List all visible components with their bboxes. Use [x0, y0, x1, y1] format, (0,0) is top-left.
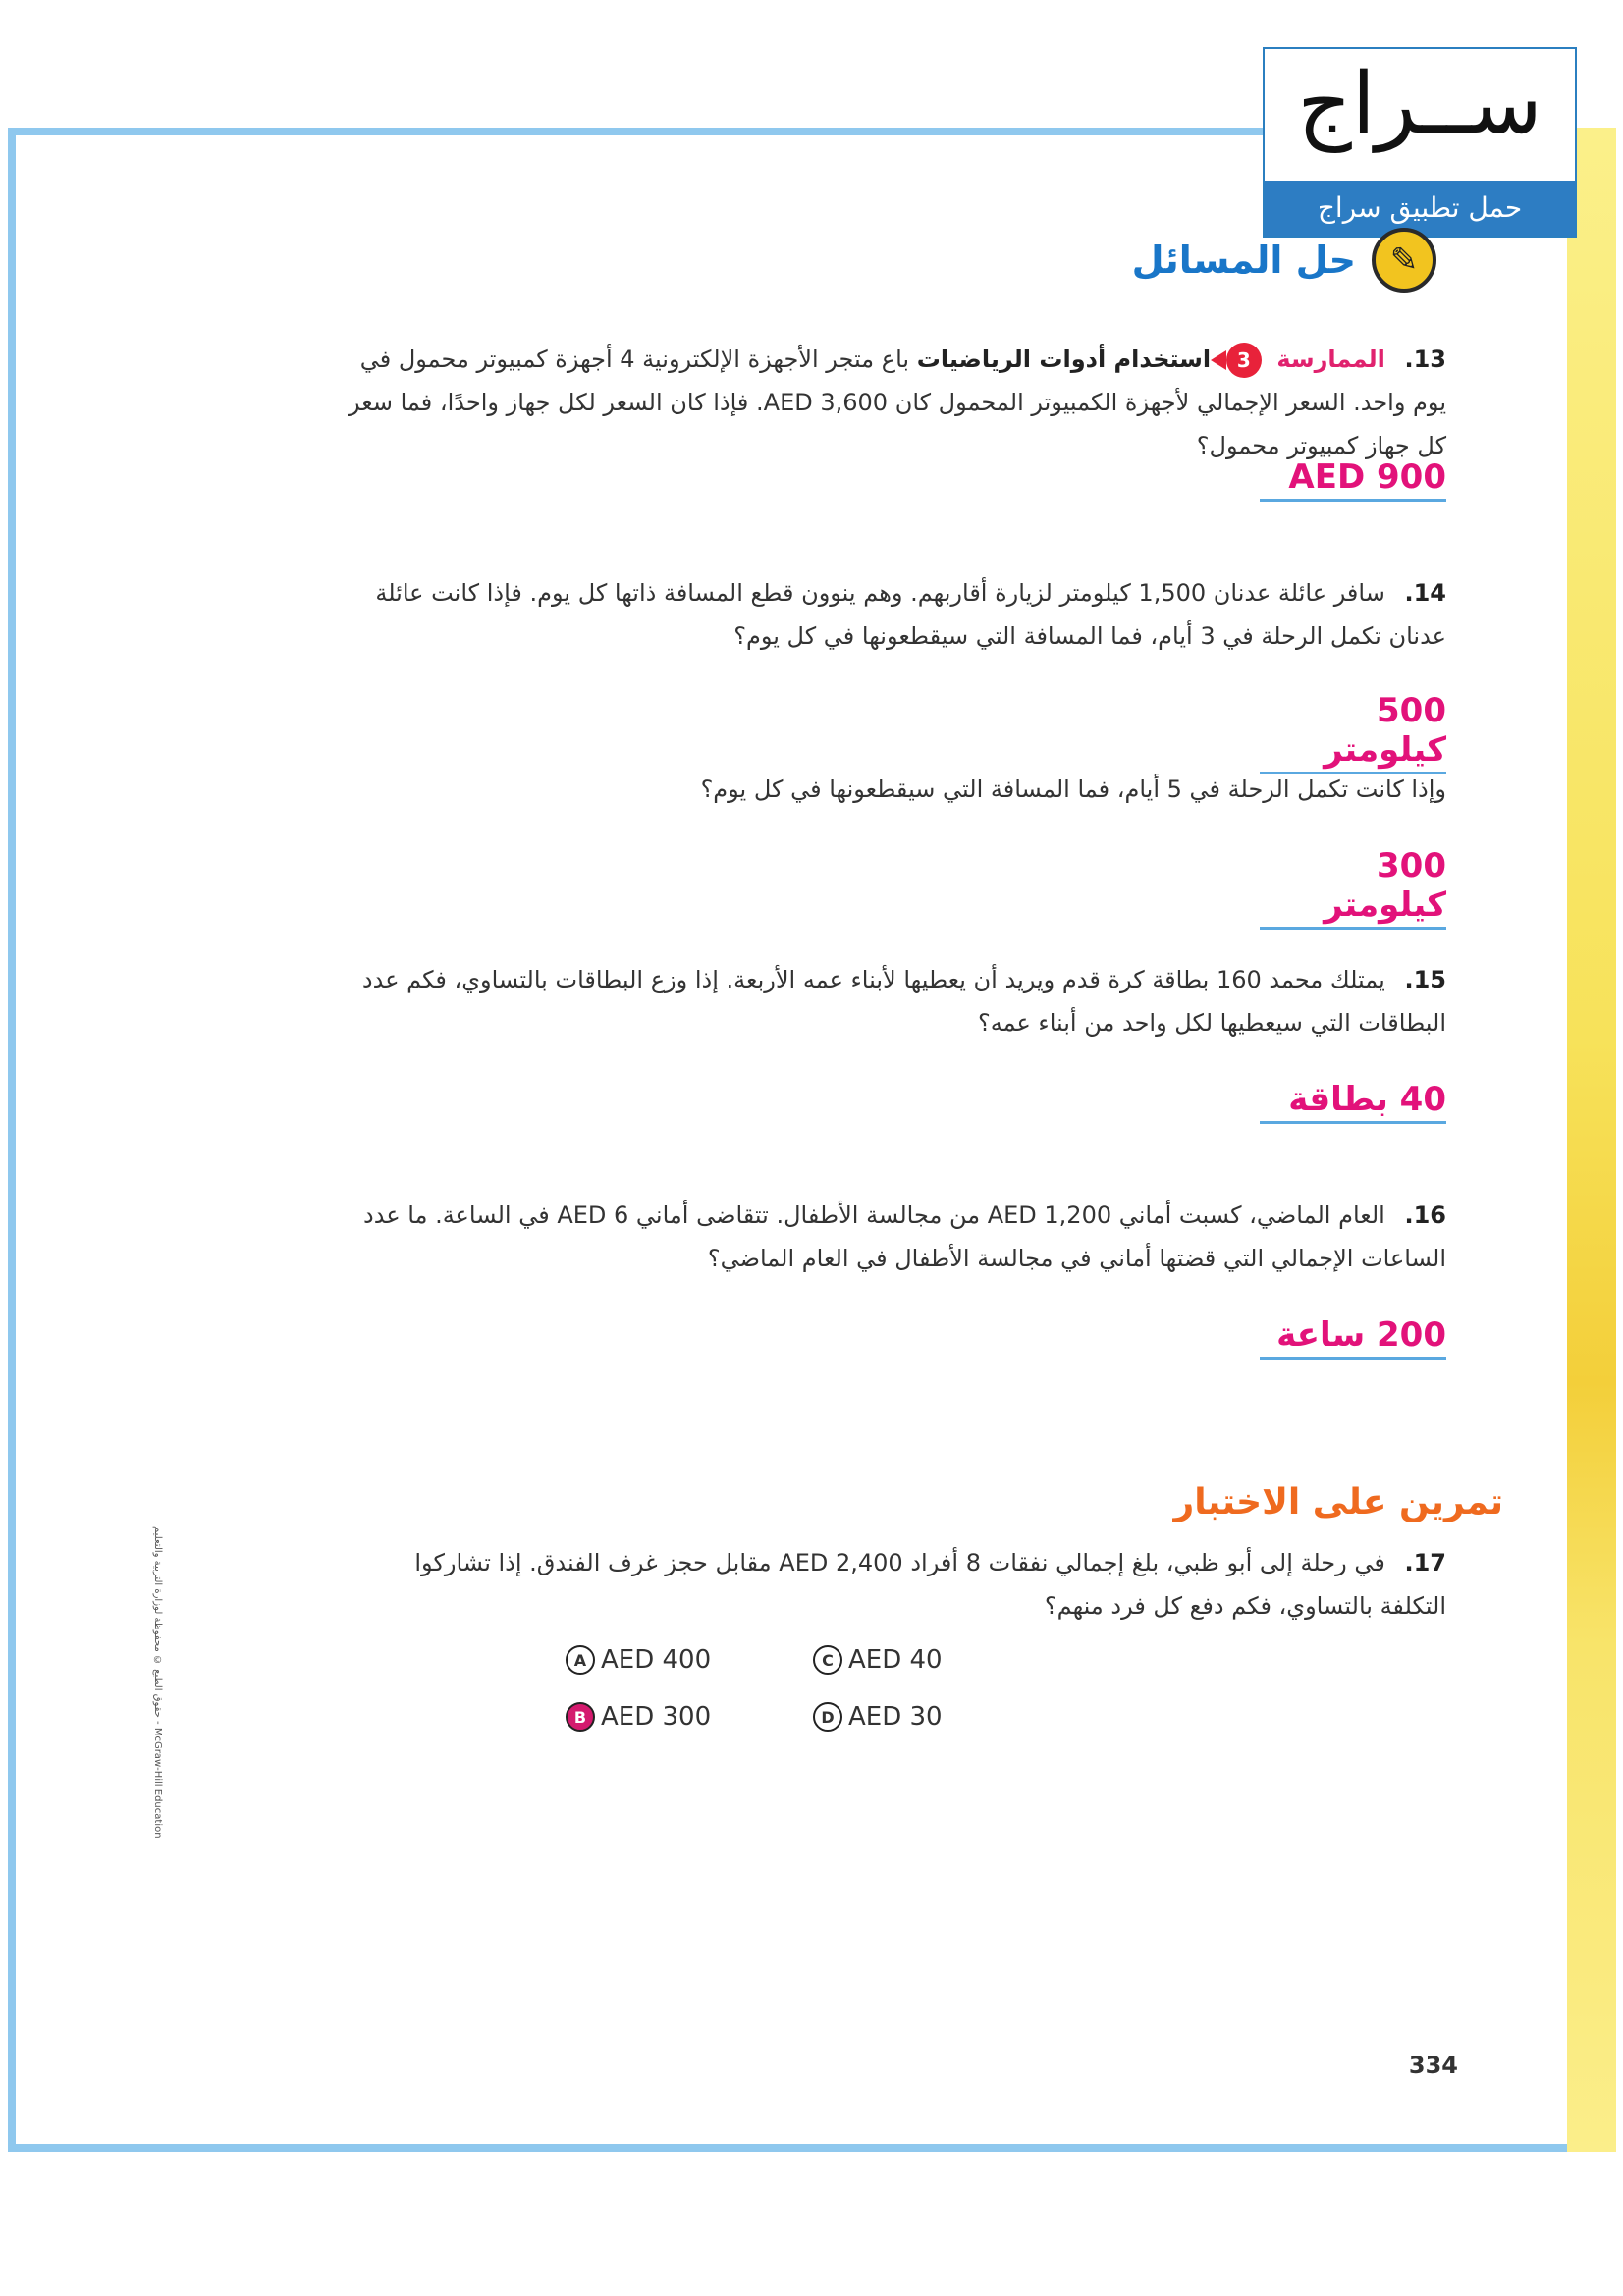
option-value: AED 400 [601, 1645, 712, 1675]
problem-15 [347, 958, 1446, 1044]
problem-17 [347, 1541, 1446, 1628]
problem-text: العام الماضي، كسبت أماني AED 1,200 من مجالسة الأطفال. تتقاضى أماني AED 6 في الساعة. ما عدد الساعات الإجمالي التي قضتها أماني في مجالسة الأطفال في العام الماضي؟ [363, 1201, 1446, 1272]
problem-13 [347, 338, 1446, 467]
practice-label: الممارسة [1276, 346, 1385, 373]
problem-text: باع متجر الأجهزة الإلكترونية 4 أجهزة كمبيوتر محمول في يوم واحد. السعر الإجمالي لأجهزة الكمبيوتر المحمول كان AED 3,600. فإذا كان السعر لكل جهاز واحدًا، فما سعر كل جهاز كمبيوتر محمول؟ [349, 346, 1446, 459]
option-value: AED 300 [601, 1702, 712, 1732]
answer-16: 200 ساعة [1260, 1315, 1446, 1360]
logo-word: ســراج [1297, 55, 1542, 153]
answer-14-follow-up: 300 كيلومتر [1260, 846, 1446, 930]
answer-14: 500 كيلومتر [1260, 691, 1446, 774]
section-title: حل المسائل [1131, 239, 1356, 282]
problem-solving-icon: ✎ [1372, 228, 1436, 293]
problem-text: يمتلك محمد 160 بطاقة كرة قدم ويريد أن يعطيها لأبناء عمه الأربعة. إذا وزع البطاقات بالتساوي، فكم عدد البطاقات التي سيعطيها لكل واحد من أبناء عمه؟ [361, 966, 1446, 1037]
option-value: AED 40 [848, 1645, 943, 1675]
problem-text: في رحلة إلى أبو ظبي، بلغ إجمالي نفقات 8 أفراد AED 2,400 مقابل حجز غرف الفندق. إذا تشاركوا التكلفة بالتساوي، فكم دفع كل فرد منهم؟ [414, 1549, 1446, 1620]
problem-number: 16. [1404, 1201, 1446, 1229]
logo-tagline: حمل تطبيق سراج [1265, 181, 1575, 236]
siraj-logo[interactable] [1263, 47, 1577, 238]
problem-14 [347, 571, 1446, 658]
answer-13: AED 900 [1260, 457, 1446, 502]
test-practice-title: تمرين على الاختبار [1173, 1482, 1503, 1522]
practice-badge-icon: 3 [1226, 343, 1262, 378]
problem-number: 13. [1404, 346, 1446, 373]
option-c[interactable] [813, 1645, 943, 1675]
problem-number: 15. [1404, 966, 1446, 993]
problem-14-follow-up: وإذا كانت تكمل الرحلة في 5 أيام، فما المسافة التي سيقطعونها في كل يوم؟ [700, 775, 1446, 803]
option-letter-icon: D [813, 1702, 842, 1732]
problem-16 [347, 1194, 1446, 1280]
page-number: 334 [1408, 2052, 1458, 2079]
copyright-note: حقوق الطبع © محفوظة لوزارة التربية والتعليم - McGraw-Hill Education [152, 1526, 163, 1839]
problem-text: سافر عائلة عدنان 1,500 كيلومتر لزيارة أقاربهم. وهم ينوون قطع المسافة ذاتها كل يوم. فإذا كانت عائلة عدنان تكمل الرحلة في 3 أيام، فما المسافة التي سيقطعونها في كل يوم؟ [375, 579, 1446, 650]
option-a[interactable] [566, 1645, 711, 1675]
answer-15: 40 بطاقة [1260, 1080, 1446, 1124]
problem-number: 17. [1404, 1549, 1446, 1576]
decorative-side-band [1567, 128, 1616, 2152]
option-letter-icon: A [566, 1645, 595, 1675]
problem-number: 14. [1404, 579, 1446, 607]
option-letter-icon-selected: B [566, 1702, 595, 1732]
tool-label: استخدام أدوات الرياضيات [916, 346, 1212, 373]
option-d[interactable] [813, 1702, 943, 1732]
option-letter-icon: C [813, 1645, 842, 1675]
option-value: AED 30 [848, 1702, 943, 1732]
section-header [1132, 226, 1436, 294]
option-b[interactable] [566, 1702, 711, 1732]
